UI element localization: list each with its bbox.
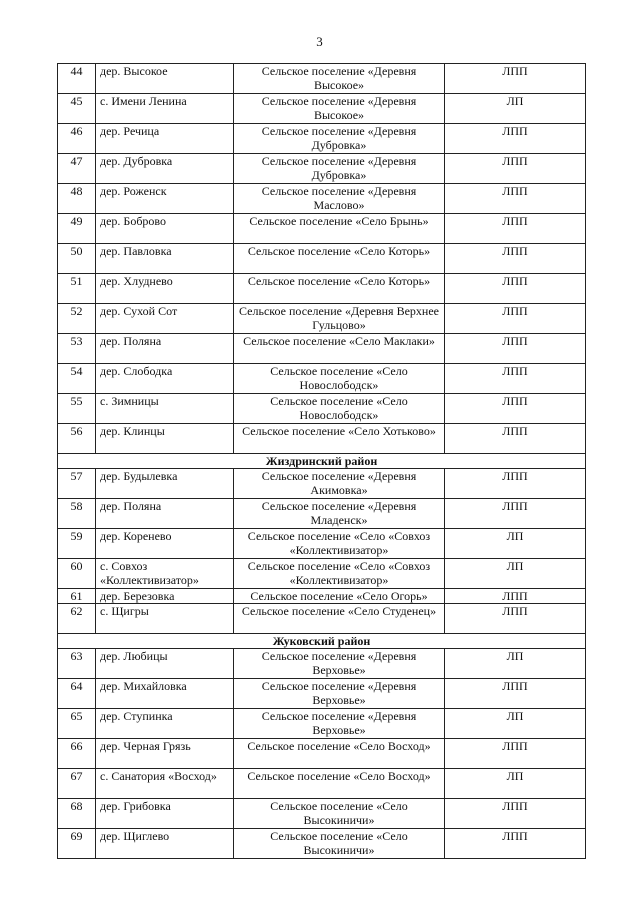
locality-name-cell: с. Санатория «Восход» — [96, 769, 234, 799]
row-number-cell: 68 — [58, 799, 96, 829]
table-row — [58, 244, 586, 274]
table-row — [58, 709, 586, 739]
table-row — [58, 499, 586, 529]
row-number-cell: 54 — [58, 364, 96, 394]
locality-name-cell: дер. Сухой Сот — [96, 304, 234, 334]
locality-name-cell: дер. Дубровка — [96, 154, 234, 184]
settlement-cell: Сельское поселение «Деревня Верховье» — [234, 679, 445, 709]
settlements-table — [57, 63, 586, 859]
locality-name-cell: дер. Поляна — [96, 499, 234, 529]
settlement-cell: Сельское поселение «Село Маклаки» — [234, 334, 445, 364]
settlement-cell: Сельское поселение «Село «Совхоз «Коллективизатор» — [234, 529, 445, 559]
locality-name-cell: дер. Любицы — [96, 649, 234, 679]
district-section-row — [58, 454, 586, 469]
locality-name-cell: с. Имени Ленина — [96, 94, 234, 124]
locality-name-cell: дер. Слободка — [96, 364, 234, 394]
settlement-cell: Сельское поселение «Село Новослободск» — [234, 364, 445, 394]
locality-name-cell: дер. Хлуднево — [96, 274, 234, 304]
settlement-cell: Сельское поселение «Село Брынь» — [234, 214, 445, 244]
table-row — [58, 124, 586, 154]
category-cell: ЛПП — [445, 124, 586, 154]
category-cell: ЛП — [445, 649, 586, 679]
locality-name-cell: дер. Грибовка — [96, 799, 234, 829]
row-number-cell: 45 — [58, 94, 96, 124]
settlement-cell: Сельское поселение «Село Хотьково» — [234, 424, 445, 454]
row-number-cell: 51 — [58, 274, 96, 304]
settlement-cell: Сельское поселение «Село Огорь» — [234, 589, 445, 604]
table-row — [58, 424, 586, 454]
category-cell: ЛПП — [445, 334, 586, 364]
category-cell: ЛП — [445, 769, 586, 799]
page-number: 3 — [316, 34, 323, 49]
category-cell: ЛПП — [445, 829, 586, 859]
table-row — [58, 739, 586, 769]
row-number-cell: 62 — [58, 604, 96, 634]
table-row — [58, 649, 586, 679]
row-number-cell: 49 — [58, 214, 96, 244]
locality-name-cell: дер. Высокое — [96, 64, 234, 94]
row-number-cell: 64 — [58, 679, 96, 709]
settlement-cell: Сельское поселение «Село Высокиничи» — [234, 799, 445, 829]
row-number-cell: 55 — [58, 394, 96, 424]
district-heading: Жуковский район — [58, 634, 586, 649]
settlement-cell: Сельское поселение «Деревня Высокое» — [234, 94, 445, 124]
settlement-cell: Сельское поселение «Деревня Акимовка» — [234, 469, 445, 499]
category-cell: ЛПП — [445, 469, 586, 499]
settlement-cell: Сельское поселение «Село Студенец» — [234, 604, 445, 634]
settlement-cell: Сельское поселение «Деревня Маслово» — [234, 184, 445, 214]
locality-name-cell: дер. Будылевка — [96, 469, 234, 499]
table-row — [58, 334, 586, 364]
row-number-cell: 59 — [58, 529, 96, 559]
table-row — [58, 304, 586, 334]
row-number-cell: 61 — [58, 589, 96, 604]
row-number-cell: 63 — [58, 649, 96, 679]
category-cell: ЛПП — [445, 799, 586, 829]
table-row — [58, 94, 586, 124]
settlement-cell: Сельское поселение «Село Восход» — [234, 769, 445, 799]
category-cell: ЛП — [445, 94, 586, 124]
settlement-cell: Сельское поселение «Деревня Верховье» — [234, 649, 445, 679]
table-row — [58, 469, 586, 499]
settlement-cell: Сельское поселение «Село Которь» — [234, 274, 445, 304]
locality-name-cell: с. Совхоз «Коллективизатор» — [96, 559, 234, 589]
row-number-cell: 57 — [58, 469, 96, 499]
locality-name-cell: дер. Коренево — [96, 529, 234, 559]
locality-name-cell: дер. Павловка — [96, 244, 234, 274]
category-cell: ЛП — [445, 529, 586, 559]
district-heading: Жиздринский район — [58, 454, 586, 469]
locality-name-cell: дер. Боброво — [96, 214, 234, 244]
row-number-cell: 44 — [58, 64, 96, 94]
table-row — [58, 559, 586, 589]
table-row — [58, 769, 586, 799]
table-row — [58, 154, 586, 184]
locality-name-cell: дер. Речица — [96, 124, 234, 154]
category-cell: ЛПП — [445, 589, 586, 604]
locality-name-cell: дер. Щиглево — [96, 829, 234, 859]
table-row — [58, 274, 586, 304]
row-number-cell: 58 — [58, 499, 96, 529]
table-row — [58, 529, 586, 559]
category-cell: ЛПП — [445, 679, 586, 709]
settlement-cell: Сельское поселение «Деревня Младенск» — [234, 499, 445, 529]
category-cell: ЛПП — [445, 394, 586, 424]
row-number-cell: 60 — [58, 559, 96, 589]
table-row — [58, 184, 586, 214]
table-row — [58, 364, 586, 394]
category-cell: ЛП — [445, 709, 586, 739]
row-number-cell: 53 — [58, 334, 96, 364]
row-number-cell: 52 — [58, 304, 96, 334]
row-number-cell: 67 — [58, 769, 96, 799]
table-row — [58, 64, 586, 94]
row-number-cell: 50 — [58, 244, 96, 274]
settlement-cell: Сельское поселение «Деревня Дубровка» — [234, 154, 445, 184]
category-cell: ЛПП — [445, 364, 586, 394]
table-row — [58, 829, 586, 859]
table-row — [58, 679, 586, 709]
locality-name-cell: дер. Черная Грязь — [96, 739, 234, 769]
settlement-cell: Сельское поселение «Деревня Дубровка» — [234, 124, 445, 154]
row-number-cell: 69 — [58, 829, 96, 859]
table-row — [58, 214, 586, 244]
locality-name-cell: дер. Клинцы — [96, 424, 234, 454]
settlement-cell: Сельское поселение «Деревня Верховье» — [234, 709, 445, 739]
settlement-cell: Сельское поселение «Село Новослободск» — [234, 394, 445, 424]
locality-name-cell: дер. Роженск — [96, 184, 234, 214]
settlement-cell: Сельское поселение «Село «Совхоз «Коллективизатор» — [234, 559, 445, 589]
category-cell: ЛПП — [445, 274, 586, 304]
table-row — [58, 394, 586, 424]
category-cell: ЛПП — [445, 304, 586, 334]
settlement-cell: Сельское поселение «Село Восход» — [234, 739, 445, 769]
table-row — [58, 589, 586, 604]
category-cell: ЛПП — [445, 184, 586, 214]
row-number-cell: 56 — [58, 424, 96, 454]
category-cell: ЛП — [445, 559, 586, 589]
row-number-cell: 65 — [58, 709, 96, 739]
category-cell: ЛПП — [445, 604, 586, 634]
row-number-cell: 66 — [58, 739, 96, 769]
category-cell: ЛПП — [445, 739, 586, 769]
locality-name-cell: дер. Поляна — [96, 334, 234, 364]
locality-name-cell: дер. Березовка — [96, 589, 234, 604]
category-cell: ЛПП — [445, 64, 586, 94]
row-number-cell: 47 — [58, 154, 96, 184]
settlement-cell: Сельское поселение «Село Которь» — [234, 244, 445, 274]
category-cell: ЛПП — [445, 424, 586, 454]
locality-name-cell: дер. Михайловка — [96, 679, 234, 709]
category-cell: ЛПП — [445, 244, 586, 274]
row-number-cell: 48 — [58, 184, 96, 214]
locality-name-cell: дер. Ступинка — [96, 709, 234, 739]
category-cell: ЛПП — [445, 499, 586, 529]
category-cell: ЛПП — [445, 154, 586, 184]
district-section-row — [58, 634, 586, 649]
category-cell: ЛПП — [445, 214, 586, 244]
settlement-cell: Сельское поселение «Село Высокиничи» — [234, 829, 445, 859]
settlement-cell: Сельское поселение «Деревня Верхнее Гульцово» — [234, 304, 445, 334]
settlement-cell: Сельское поселение «Деревня Высокое» — [234, 64, 445, 94]
locality-name-cell: с. Щигры — [96, 604, 234, 634]
row-number-cell: 46 — [58, 124, 96, 154]
table-row — [58, 604, 586, 634]
locality-name-cell: с. Зимницы — [96, 394, 234, 424]
table-row — [58, 799, 586, 829]
